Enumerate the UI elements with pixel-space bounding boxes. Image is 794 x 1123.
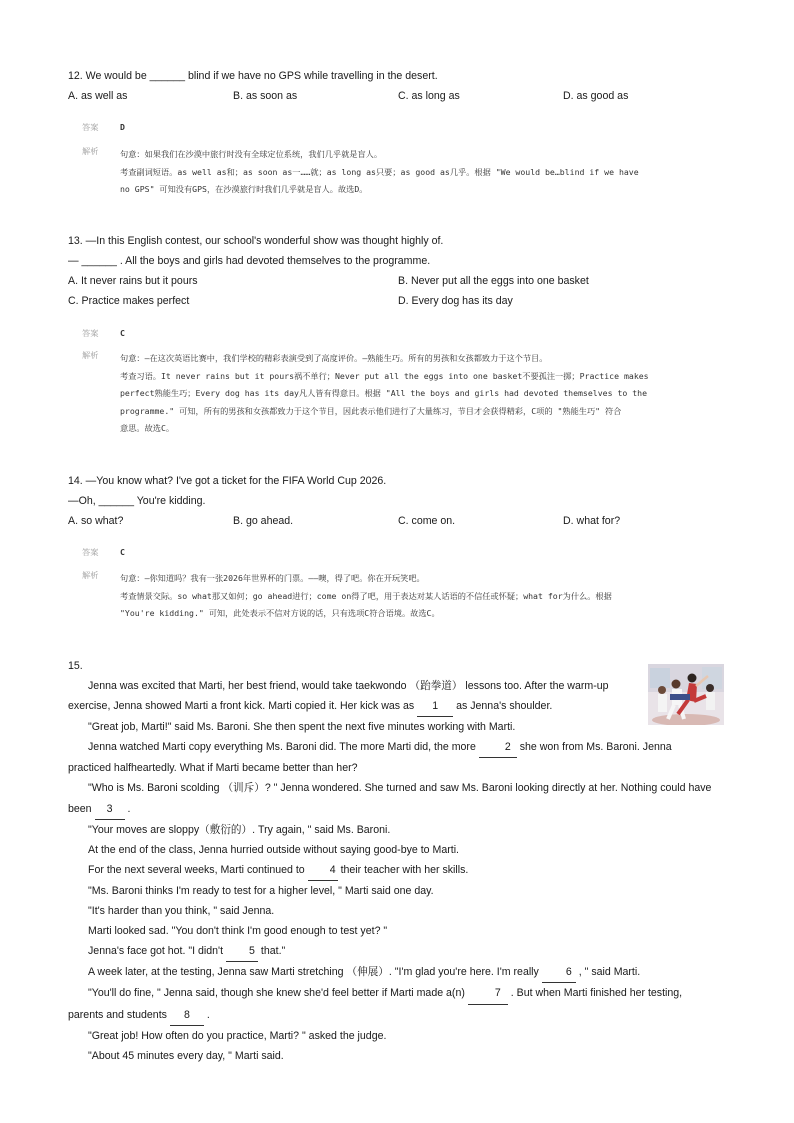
- answer-block-13: [82, 328, 722, 339]
- analysis-block-13: [82, 350, 722, 438]
- option-a: A. as well as: [68, 90, 128, 102]
- passage-text: . But when Marti finished her testing,: [507, 987, 683, 1000]
- passage-text: "It's harder than you think, " said Jenna.: [88, 905, 275, 918]
- analysis-line: 句意：—你知道吗？我有一张2026年世界杯的门票。——噢，得了吧。你在开玩笑吧。: [120, 573, 425, 583]
- answer-value: C: [120, 328, 125, 338]
- analysis-line: 句意：—在这次英语比赛中，我们学校的精彩表演受到了高度评价。—熟能生巧。所有的男孩和女孩都致力于这个节目。: [120, 353, 548, 363]
- passage-text: parents and students: [68, 1008, 170, 1021]
- analysis-line: 句意：如果我们在沙漠中旅行时没有全球定位系统，我们几乎就是盲人。: [120, 149, 383, 159]
- passage-text: "Ms. Baroni thinks I'm ready to test for a higher level, " Marti said one day.: [88, 884, 434, 897]
- passage-text: that.": [257, 945, 286, 958]
- passage-line: [68, 820, 728, 840]
- analysis-line: 意思。故选C。: [120, 423, 175, 433]
- passage-line: [68, 799, 728, 820]
- passage-text: "About 45 minutes every day, " Marti said.: [88, 1049, 284, 1062]
- passage-line: [68, 840, 728, 860]
- passage-line: [68, 1005, 728, 1026]
- analysis-line: programme." 可知，所有的男孩和女孩都致力于这个节目，因此表示他们进行了大量练习，节目才会获得精彩，C项的 "熟能生巧" 符合: [120, 405, 622, 416]
- analysis-label: 解析: [82, 350, 99, 360]
- passage-text: Jenna watched Marti copy everything Ms. Baroni did. The more Marti did, the more: [88, 741, 479, 754]
- answer-label: 答案: [82, 122, 99, 132]
- passage-text: "Who is Ms. Baroni scolding （训斥）? " Jenna wondered. She turned and saw Ms. Baroni looking directly at her. Nothing could have: [88, 782, 712, 795]
- question-number: 15.: [68, 660, 83, 672]
- answer-block-14: [82, 547, 722, 558]
- analysis-line: no GPS" 可知没有GPS，在沙漠旅行时我们几乎就是盲人。故选D。: [120, 184, 368, 194]
- passage-line: [68, 983, 728, 1004]
- question-15-number: [68, 656, 728, 676]
- passage-text: "You'll do fine, " Jenna said, though she knew she'd feel better if Marti made a(n): [88, 987, 468, 1000]
- passage: [68, 676, 728, 1066]
- answer-value: C: [120, 547, 125, 557]
- passage-line: [68, 1046, 728, 1066]
- answer-label: 答案: [82, 547, 99, 557]
- passage-text: exercise, Jenna showed Marti a front kick. Marti copied it. Her kick was as: [68, 700, 418, 713]
- options-row: [68, 86, 728, 106]
- analysis-block-12: [82, 146, 722, 199]
- option-b: B. go ahead.: [233, 515, 294, 527]
- passage-text: "Great job, Marti!" said Ms. Baroni. She then spent the next five minutes working with Marti.: [88, 721, 516, 734]
- passage-text: "Great job! How often do you practice, Marti? " asked the judge.: [88, 1029, 387, 1042]
- option-b: B. Never put all the eggs into one basket: [398, 275, 589, 287]
- option-c: C. Practice makes perfect: [68, 295, 190, 307]
- question-stem: 12. We would be ______ blind if we have no GPS while travelling in the desert.: [68, 70, 438, 82]
- passage-text: .: [203, 1008, 210, 1021]
- passage-text: as Jenna's shoulder.: [453, 700, 553, 713]
- analysis-label: 解析: [82, 570, 99, 580]
- answer-blank[interactable]: 3: [95, 799, 125, 820]
- question-12: [68, 66, 728, 106]
- question-stem: 13. —In this English contest, our school's wonderful show was thought highly of.: [68, 235, 444, 247]
- passage-text: their teacher with her skills.: [337, 863, 469, 876]
- passage-line: [68, 1026, 728, 1046]
- passage-text: , " said Marti.: [575, 966, 641, 979]
- answer-blank[interactable]: 7: [468, 983, 508, 1004]
- passage-text: At the end of the class, Jenna hurried outside without saying good-bye to Marti.: [88, 843, 459, 856]
- option-d: D. as good as: [563, 90, 629, 102]
- option-d: D. what for?: [563, 515, 621, 527]
- passage-line: [68, 881, 728, 901]
- answer-value: D: [120, 122, 125, 132]
- passage-line: [68, 717, 728, 737]
- answer-blank[interactable]: 1: [417, 696, 453, 717]
- passage-line: [68, 676, 640, 696]
- question-13: [68, 231, 728, 311]
- answer-blank[interactable]: 8: [170, 1005, 204, 1026]
- passage-text: "Your moves are sloppy（敷衍的）. Try again, " said Ms. Baroni.: [88, 823, 391, 836]
- answer-blank[interactable]: 5: [226, 941, 258, 962]
- passage-text: .: [124, 802, 131, 815]
- passage-line: [68, 901, 728, 921]
- passage-text: she won from Ms. Baroni. Jenna: [516, 741, 672, 754]
- passage-text: For the next several weeks, Marti continued to: [88, 863, 308, 876]
- option-d: D. Every dog has its day: [398, 295, 513, 307]
- question-stem: 14. —You know what? I've got a ticket for the FIFA World Cup 2026.: [68, 475, 387, 487]
- answer-blank[interactable]: 2: [479, 737, 517, 758]
- question-stem-reply: — ______ . All the boys and girls had devoted themselves to the programme.: [68, 255, 431, 267]
- analysis-block-14: [82, 570, 722, 623]
- analysis-line: 考查习语。It never rains but it pours祸不单行；Never put all the eggs into one basket不要孤注一掷；Practice makes: [120, 370, 649, 381]
- question-stem-reply: —Oh, ______ You're kidding.: [68, 495, 206, 507]
- analysis-line: 考查副词短语。as well as和；as soon as一……就；as long as只要；as good as几乎。根据 "We would be…blind if we have: [120, 166, 639, 177]
- options-row: [68, 291, 728, 311]
- options-row: [68, 271, 728, 291]
- option-a: A. It never rains but it pours: [68, 275, 198, 287]
- option-c: C. come on.: [398, 515, 456, 527]
- analysis-line: "You're kidding." 可知，此处表示不信对方说的话，只有选项C符合语境。故选C。: [120, 608, 440, 618]
- passage-line: [68, 962, 728, 983]
- passage-text: Jenna was excited that Marti, her best friend, would take taekwondo （跆拳道） lessons too. After the warm-up: [88, 680, 609, 692]
- analysis-label: 解析: [82, 146, 99, 156]
- answer-label: 答案: [82, 328, 99, 338]
- option-b: B. as soon as: [233, 90, 298, 102]
- options-row: [68, 511, 728, 531]
- passage-line: [68, 737, 728, 758]
- passage-line: [68, 941, 728, 962]
- passage-line: [68, 778, 728, 798]
- answer-blank[interactable]: 4: [308, 860, 338, 881]
- passage-text: been: [68, 802, 95, 815]
- option-a: A. so what?: [68, 515, 124, 527]
- answer-block-12: [82, 122, 722, 133]
- passage-line: [68, 758, 728, 778]
- passage-text: Jenna's face got hot. "I didn't: [88, 945, 226, 958]
- option-c: C. as long as: [398, 90, 460, 102]
- answer-blank[interactable]: 6: [542, 962, 576, 983]
- question-14: [68, 471, 728, 531]
- passage-text: Marti looked sad. "You don't think I'm good enough to test yet? ": [88, 925, 388, 938]
- passage-line: [68, 860, 728, 881]
- analysis-line: perfect熟能生巧；Every dog has its day凡人皆有得意日。根据 "All the boys and girls had devoted themselves to the: [120, 388, 648, 398]
- passage-line: [68, 921, 728, 941]
- passage-text: practiced halfheartedly. What if Marti became better than her?: [68, 762, 358, 775]
- analysis-line: 考查情景交际。so what那又如何；go ahead进行；come on得了吧，用于表达对某人话语的不信任或怀疑；what for为什么。根据: [120, 590, 612, 601]
- passage-line: [68, 696, 640, 717]
- passage-text: A week later, at the testing, Jenna saw Marti stretching （伸展）. "I'm glad you're here. I'm really: [88, 966, 542, 979]
